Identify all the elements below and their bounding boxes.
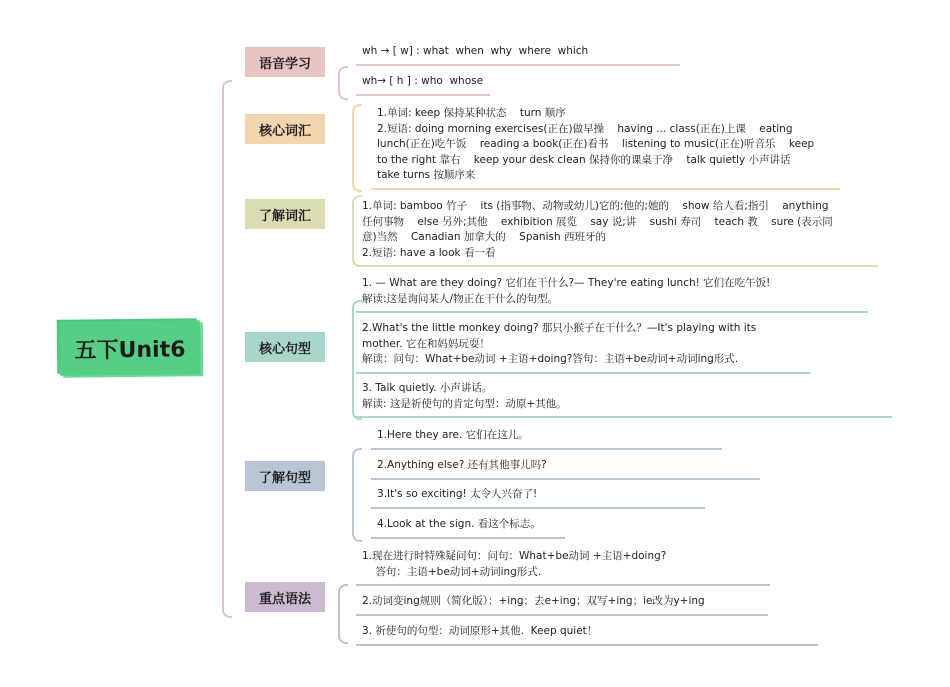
branch-item[interactable] [377,517,541,533]
item-text: 3. Talk quietly. 小声讲话。 [362,382,493,394]
item-text: 3. 祈使句的句型：动词原形+其他. Keep quiet！ [362,625,598,637]
item-underline [371,478,760,480]
item-text: to the right 靠右 keep your desk clean 保持你的课桌干净 talk quietly 小声讲话 [377,153,791,166]
branch-label[interactable]: 核心句型 [245,332,325,362]
item-text: 解读: 这是祈使句的肯定句型：动原+其他。 [362,397,567,410]
branch-item[interactable] [362,44,588,60]
branch-item[interactable] [362,549,666,580]
item-text: 2.What's the little monkey doing? 那只小猴子在干什么？—It's playing with its [362,322,757,334]
item-text: 3.It's so exciting! 太令人兴奋了! [377,488,538,500]
branch-connector [338,66,348,100]
branch-connector [338,584,348,644]
branch-label[interactable]: 语音学习 [245,47,325,77]
branch-label[interactable]: 重点语法 [245,582,325,612]
item-underline [371,448,722,450]
item-text: 解读:这是询问某人/物正在干什么的句型。 [362,292,559,305]
branch-item[interactable] [362,594,705,610]
item-text: wh → [ w] : what when why where which [362,45,589,57]
item-underline [371,537,565,539]
branch-label[interactable]: 了解句型 [245,461,325,491]
item-underline [356,372,810,374]
branch-item[interactable] [377,428,529,444]
branch-connector [352,448,362,542]
item-underline [356,311,868,313]
main-connector [222,80,232,618]
item-text: 1.Here they are. 它们在这儿。 [377,429,529,441]
branch-item[interactable] [362,624,597,640]
root-node[interactable]: 五下Unit6 [60,320,201,375]
item-text: 2.Anything else? 还有其他事儿吗? [377,459,547,471]
item-text: 2.动词变ing规则（简化版）：+ing；去e+ing；双写+ing；ie改为y+ing [362,595,705,607]
item-underline [356,644,818,646]
item-text: 1.单词: bamboo 竹子 its (指事物、动物或幼儿)它的;他的;她的 show 给人看;指引 anything [362,200,829,212]
item-underline [356,416,892,418]
branch-item[interactable] [377,106,814,184]
branch-item[interactable] [377,458,547,474]
branch-label[interactable]: 核心词汇 [245,114,325,144]
item-text: 1.单词: keep 保持某种状态 turn 顺序 [377,107,566,119]
item-underline [356,584,770,586]
item-text: 2.短语: have a look 看一看 [362,246,496,259]
item-text: mother. 它在和妈妈玩耍！ [362,337,490,350]
item-text: 2.短语: doing morning exercises(正在)做早操 having ... class(正在)上课 eating [377,122,793,135]
branch-item[interactable] [362,321,756,368]
branch-connector [352,195,362,267]
item-text: 意)当然 Canadian 加拿大的 Spanish 西班牙的 [362,231,606,243]
item-text: 答句：主语+be动词+动词ing形式. [362,565,542,578]
branch-item[interactable] [362,276,770,307]
branch-connector [352,104,362,192]
item-text: 1. — What are they doing? 它们在干什么?— They're eating lunch! 它们在吃午饭! [362,277,771,289]
branch-item[interactable] [362,381,567,412]
item-underline [356,265,878,267]
item-underline [356,614,768,616]
item-underline [356,64,680,66]
item-text: lunch(正在)吃午饭 reading a book(正在)看书 listening to music(正在)听音乐 keep [377,138,815,150]
branch-item[interactable] [377,487,537,503]
branch-label[interactable]: 了解词汇 [245,199,325,229]
item-text: 任何事物 else 另外;其他 exhibition 展览 say 说;讲 sushi 寿司 teach 教 sure (表示同 [362,215,833,228]
item-underline [371,188,840,190]
item-text: 解读：问句：What+be动词 +主语+doing?答句：主语+be动词+动词ing形式. [362,353,739,365]
item-underline [371,507,705,509]
branch-item[interactable] [362,74,483,90]
item-text: 1.现在进行时特殊疑问句：问句：What+be动词 +主语+doing? [362,550,667,562]
item-text: take turns 按顺序来 [377,169,476,181]
item-text: 4.Look at the sign. 看这个标志。 [377,518,541,530]
item-text: wh→ [ h ] : who whose [362,75,484,87]
item-underline [356,94,490,96]
branch-item[interactable] [362,199,833,261]
branch-connector [352,300,362,420]
